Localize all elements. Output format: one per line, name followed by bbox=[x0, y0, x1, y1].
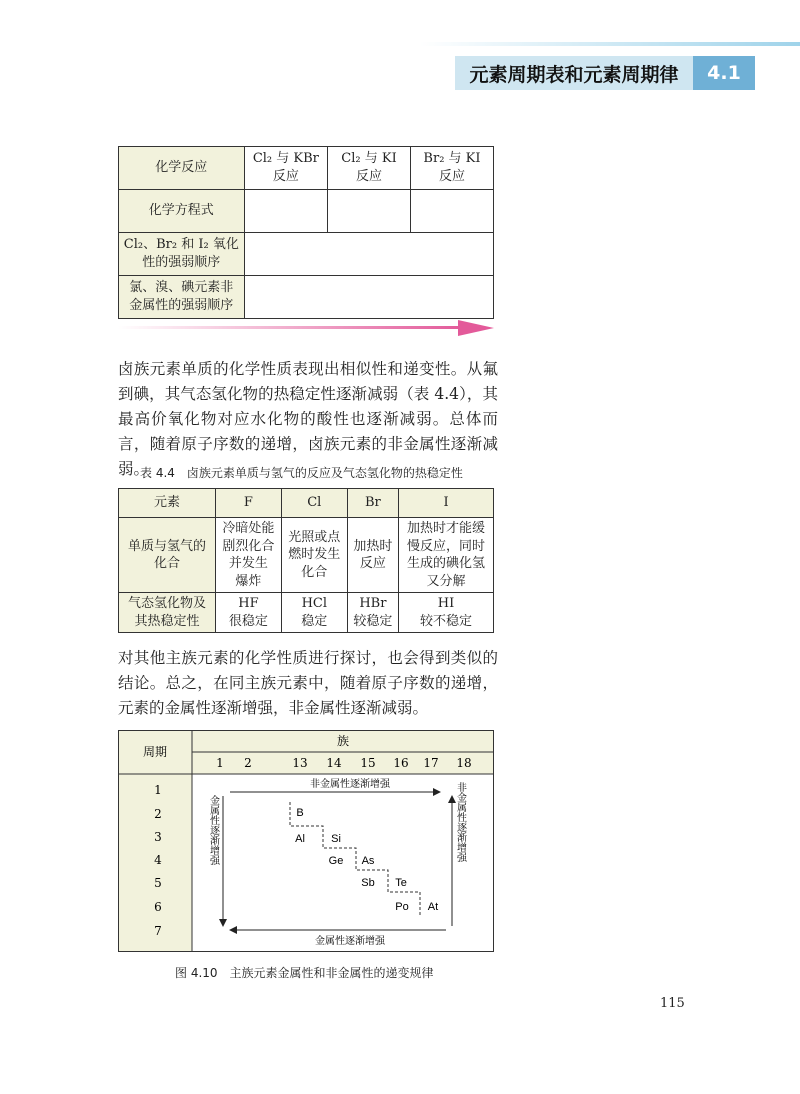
period-number: 2 bbox=[154, 807, 162, 821]
bottom-arrow-label: 金属性逐渐增强 bbox=[315, 936, 385, 947]
header-bar bbox=[420, 42, 800, 46]
group-number: 17 bbox=[423, 756, 439, 770]
element-symbol: Ge bbox=[328, 855, 344, 867]
table1-label: 化学反应 bbox=[119, 147, 245, 190]
table2-header: Br bbox=[347, 489, 398, 518]
period-number: 5 bbox=[154, 876, 162, 890]
table2-cell: HBr 较稳定 bbox=[347, 593, 398, 633]
group-number: 18 bbox=[456, 756, 472, 770]
top-arrow-label: 非金属性逐渐增强 bbox=[310, 779, 390, 790]
group-number: 13 bbox=[292, 756, 308, 770]
period-number: 1 bbox=[154, 783, 162, 797]
table2-label: 气态氢化物及 其热稳定性 bbox=[119, 593, 216, 633]
table2-cell: 冷暗处能 剧烈化合 并发生 爆炸 bbox=[216, 518, 282, 593]
table2-label: 单质与氢气的 化合 bbox=[119, 518, 216, 593]
group-number: 1 bbox=[216, 756, 224, 770]
element-symbol: As bbox=[361, 855, 375, 867]
table2-cell: 光照或点 燃时发生 化合 bbox=[281, 518, 347, 593]
element-symbol: Po bbox=[395, 901, 409, 913]
chapter-header bbox=[455, 56, 755, 90]
table1-cell: Cl₂ 与 KI 反应 bbox=[328, 147, 411, 190]
element-symbol: Sb bbox=[361, 877, 375, 889]
group-number: 15 bbox=[360, 756, 376, 770]
period-number: 6 bbox=[154, 900, 162, 914]
group-number: 14 bbox=[326, 756, 342, 770]
table2-header: Cl bbox=[281, 489, 347, 518]
table-caption: 表 4.4 卤族元素单质与氢气的反应及气态氢化物的热稳定性 bbox=[140, 466, 463, 480]
halogen-table bbox=[118, 488, 494, 633]
table1-cell: Cl₂ 与 KBr 反应 bbox=[244, 147, 327, 190]
group-number: 2 bbox=[244, 756, 252, 770]
table1-cell bbox=[328, 190, 411, 233]
table1-cell bbox=[244, 190, 327, 233]
group-label: 族 bbox=[336, 734, 350, 748]
table1-label: 化学方程式 bbox=[119, 190, 245, 233]
table2-cell: HI 较不稳定 bbox=[399, 593, 494, 633]
table1-cell bbox=[410, 190, 493, 233]
table2-cell: 加热时才能缓 慢反应，同时 生成的碘化氢 又分解 bbox=[399, 518, 494, 593]
group-number: 16 bbox=[393, 756, 409, 770]
table2-header: F bbox=[216, 489, 282, 518]
left-arrow-label: 金属性逐渐增强 bbox=[207, 795, 219, 865]
element-symbol: Al bbox=[295, 833, 305, 845]
period-number: 4 bbox=[154, 853, 162, 867]
page-number: 115 bbox=[660, 996, 685, 1011]
section-number: 4.1 bbox=[693, 56, 755, 90]
table2-cell: 加热时 反应 bbox=[347, 518, 398, 593]
element-symbol: At bbox=[427, 901, 439, 913]
table2-cell: HF 很稳定 bbox=[216, 593, 282, 633]
table2-cell: HCl 稳定 bbox=[281, 593, 347, 633]
table1-cell: Br₂ 与 KI 反应 bbox=[410, 147, 493, 190]
table1-cell bbox=[244, 276, 493, 319]
periodic-trend-figure bbox=[118, 730, 494, 952]
period-number: 3 bbox=[154, 830, 162, 844]
table1-cell bbox=[244, 233, 493, 276]
table1-label: 氯、溴、碘元素非 金属性的强弱顺序 bbox=[119, 276, 245, 319]
paragraph-halogen: 卤族元素单质的化学性质表现出相似性和递变性。从氟到碘，其气态氢化物的热稳定性逐渐减弱（表 4.4），其最高价氧化物对应水化物的酸性也逐渐减弱。总体而言，随着原子序数的递增，卤族元素的非金属性逐渐减弱。 bbox=[118, 360, 498, 478]
element-symbol: Te bbox=[395, 877, 407, 889]
figure-caption: 图 4.10 主族元素金属性和非金属性的递变规律 bbox=[175, 966, 434, 980]
decorative-arrow-icon bbox=[118, 318, 494, 338]
paragraph-conclusion: 对其他主族元素的化学性质进行探讨，也会得到类似的结论。总之，在同主族元素中，随着原子序数的递增，元素的金属性逐渐增强，非金属性逐渐减弱。 bbox=[118, 649, 498, 717]
element-symbol: Si bbox=[331, 833, 341, 845]
table2-header: 元素 bbox=[119, 489, 216, 518]
reaction-table bbox=[118, 146, 494, 319]
table1-label: Cl₂、Br₂ 和 I₂ 氧化 性的强弱顺序 bbox=[119, 233, 245, 276]
period-label: 周期 bbox=[142, 745, 168, 759]
table2-header: I bbox=[399, 489, 494, 518]
element-symbol: B bbox=[296, 807, 304, 819]
right-arrow-label: 非金属性逐渐增强 bbox=[454, 782, 466, 862]
chapter-title: 元素周期表和元素周期律 bbox=[455, 56, 693, 90]
period-number: 7 bbox=[154, 924, 162, 938]
